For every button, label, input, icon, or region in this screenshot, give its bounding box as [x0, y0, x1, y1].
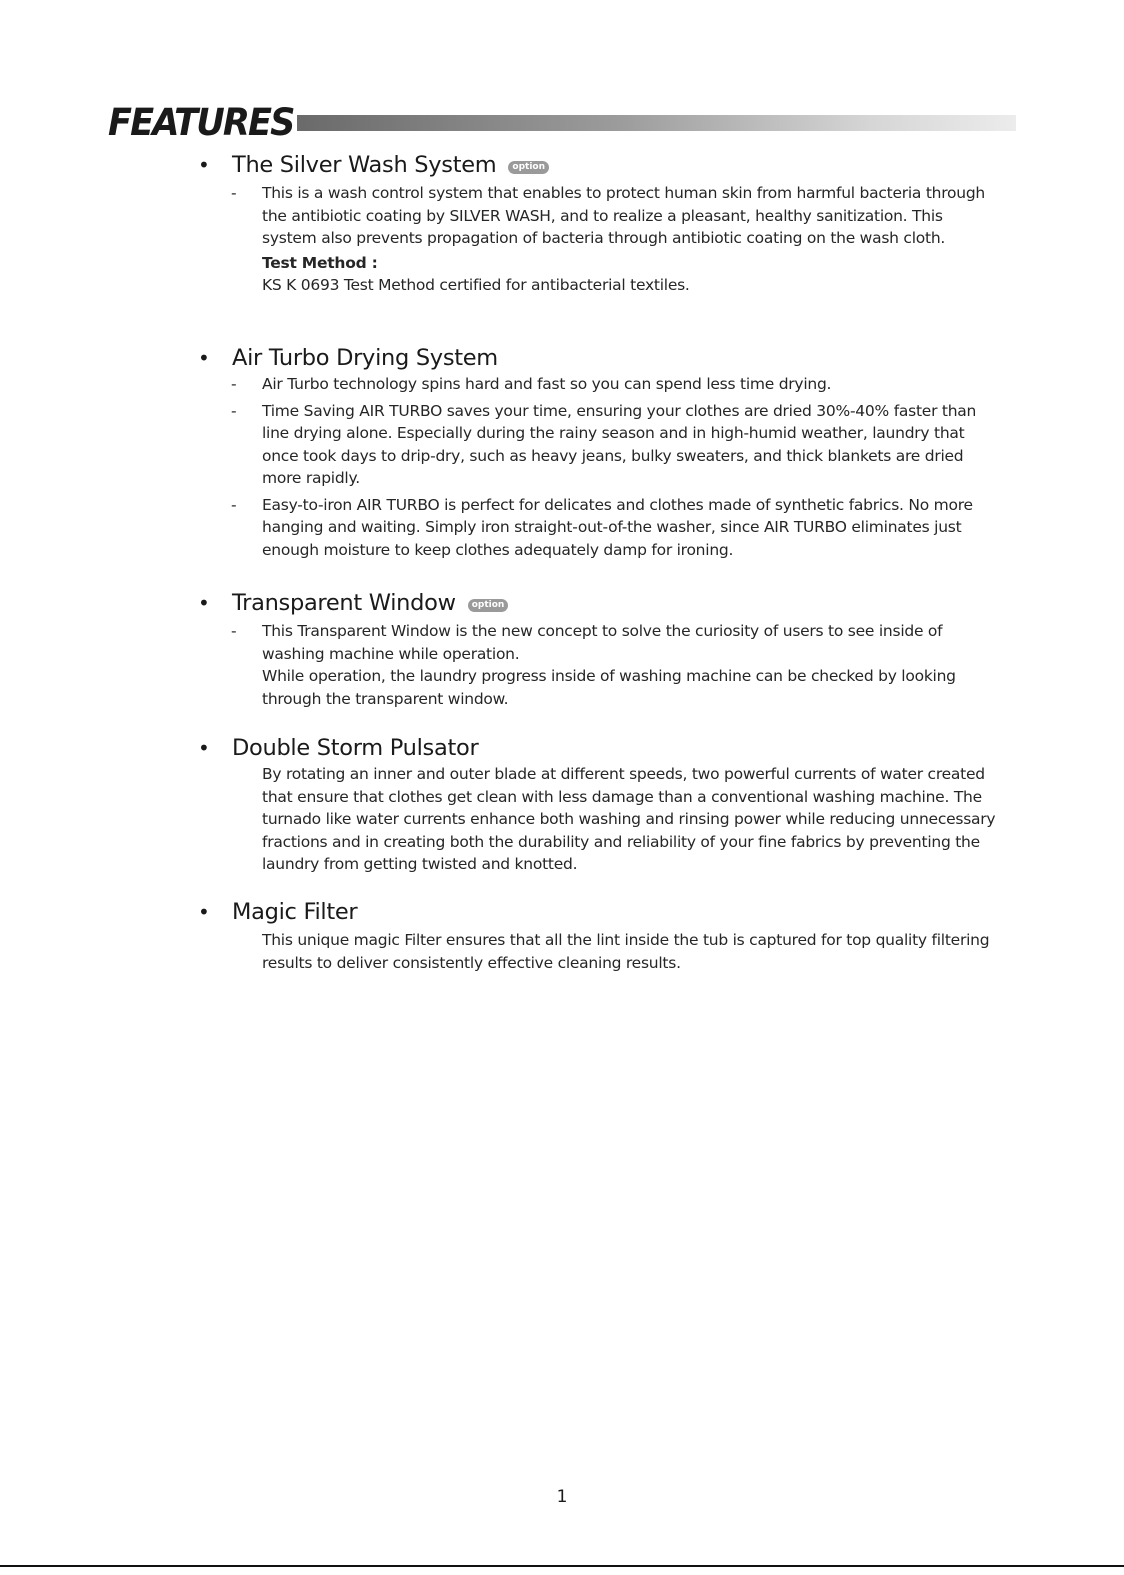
feature-heading: [198, 897, 998, 927]
feature-item-text: This Transparent Window is the new concept to solve the curiosity of users to see inside of washing machine while operation.: [262, 622, 943, 663]
dash-marker: -: [231, 495, 237, 514]
feature-item: [198, 182, 998, 250]
feature-air-turbo: [198, 343, 998, 561]
bullet-icon: •: [198, 900, 210, 924]
test-method-label-text: Test Method :: [262, 253, 378, 272]
page-title: FEATURES: [108, 101, 294, 144]
feature-title: Double Storm Pulsator: [232, 735, 479, 761]
test-method-label: [198, 252, 998, 275]
feature-body: [198, 929, 998, 974]
feature-title-text: The Silver Wash System: [232, 152, 497, 178]
feature-item: [198, 494, 998, 562]
bullet-icon: •: [198, 736, 210, 760]
feature-silver-wash: [198, 150, 998, 297]
feature-body-text: This unique magic Filter ensures that all the lint inside the tub is captured for top quality filtering results to deliver consistently effective cleaning results.: [262, 931, 990, 972]
feature-title: Magic Filter: [232, 899, 358, 925]
bottom-rule: [0, 1565, 1124, 1567]
feature-item: [198, 400, 998, 490]
dash-marker: -: [231, 401, 237, 420]
bullet-icon: •: [198, 346, 210, 370]
page-number: 1: [556, 1487, 568, 1507]
option-badge: option: [468, 599, 509, 612]
feature-body: [198, 763, 998, 876]
feature-heading: [198, 588, 998, 618]
feature-item-text: Time Saving AIR TURBO saves your time, ensuring your clothes are dried 30%-40% faster than line drying alone. Especially during the rainy season and in high-humid weather, laundry that once took days to drip-dry, such as heavy jeans, bulky sweaters, and thick blankets are dried more rapidly.: [262, 401, 977, 487]
feature-title: Air Turbo Drying System: [232, 345, 498, 371]
dash-marker: -: [231, 622, 237, 640]
feature-item: [198, 373, 998, 396]
feature-title-text: Transparent Window: [232, 590, 456, 616]
bullet-icon: •: [198, 153, 210, 177]
feature-item-text: This is a wash control system that enables to protect human skin from harmful bacteria through the antibiotic coating by SILVER WASH, and to realize a pleasant, healthy sanitization. This system also prevents propagation of bacteria through antibiotic coating on the wash cloth.: [262, 184, 985, 247]
test-method-text: [198, 274, 998, 297]
feature-extra-text: [198, 665, 998, 710]
test-method-text-body: KS K 0693 Test Method certified for antibacterial textiles.: [262, 276, 690, 294]
feature-body-text: By rotating an inner and outer blade at different speeds, two powerful currents of water created that ensure that clothes get clean with less damage than a conventional washing machine. The turnado like water currents enhance both washing and rinsing power while reducing unnecessary fractions and in creating both the durability and reliability of your fine fabrics by preventing the laundry from getting twisted and knotted.: [262, 765, 996, 873]
dash-marker: -: [231, 184, 237, 202]
feature-item-text: Easy-to-iron AIR TURBO is perfect for delicates and clothes made of synthetic fabrics. No more hanging and waiting. Simply iron straight-out-of-the washer, since AIR TURBO eliminates just enough moisture to keep clothes adequately damp for ironing.: [262, 495, 973, 559]
feature-title: [232, 150, 549, 180]
feature-magic-filter: [198, 897, 998, 974]
title-gradient-bar: [297, 115, 1016, 131]
feature-heading: [198, 150, 998, 180]
feature-transparent-window: [198, 588, 998, 710]
feature-heading: [198, 343, 998, 373]
bullet-icon: •: [198, 591, 210, 615]
feature-double-storm-pulsator: [198, 733, 998, 876]
feature-heading: [198, 733, 998, 763]
feature-title: [232, 588, 508, 618]
dash-marker: -: [231, 375, 237, 393]
option-badge: option: [508, 161, 549, 174]
feature-extra-text-body: While operation, the laundry progress inside of washing machine can be checked by looking through the transparent window.: [262, 667, 956, 708]
page-header: [108, 100, 1016, 146]
feature-item: [198, 620, 998, 665]
feature-item-text: Air Turbo technology spins hard and fast so you can spend less time drying.: [262, 375, 832, 393]
